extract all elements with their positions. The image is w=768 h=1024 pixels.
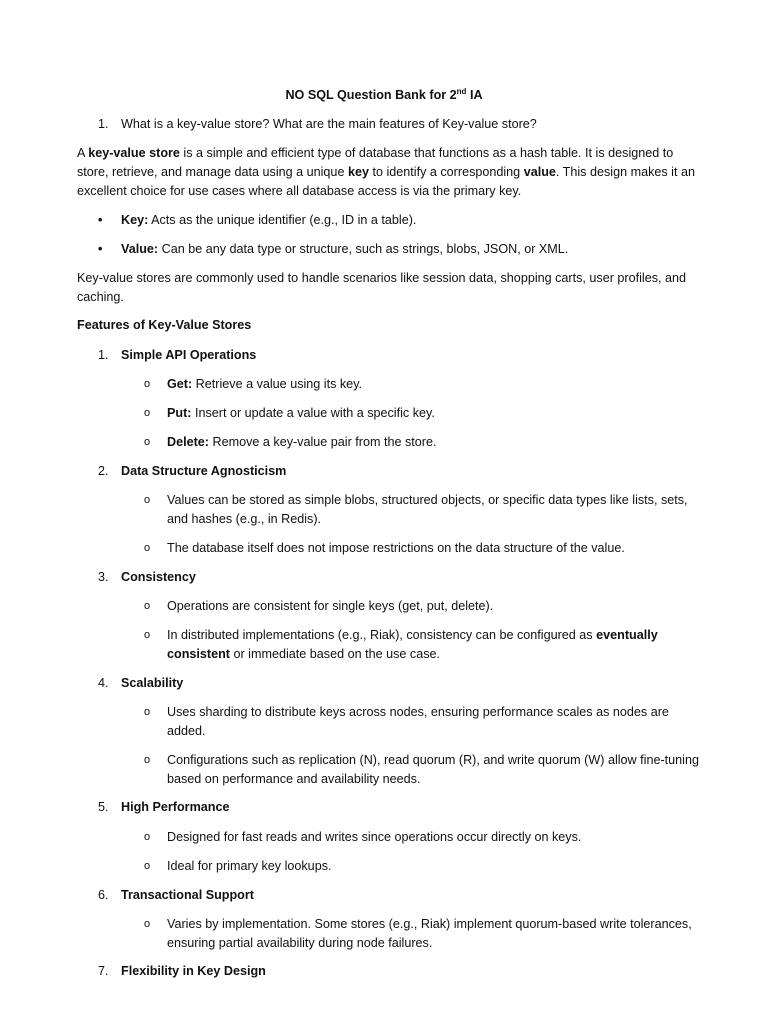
- feature-item: [144, 703, 704, 741]
- circle-bullet-icon: o: [144, 706, 151, 718]
- bullet-value: [98, 240, 568, 259]
- feature-title: Scalability: [121, 676, 184, 690]
- item-text: The database itself does not impose restrictions on the data structure of the value.: [167, 541, 625, 555]
- feature-item: [144, 375, 704, 394]
- question-1: [98, 115, 537, 134]
- feature-number: 3.: [98, 570, 109, 584]
- feature-heading: [98, 962, 266, 981]
- circle-bullet-icon: o: [144, 918, 151, 930]
- item-text: Uses sharding to distribute keys across nodes, ensuring performance scales as nodes are added.: [167, 705, 669, 738]
- item-text: In distributed implementations (e.g., Riak), consistency can be configured as: [167, 628, 597, 642]
- usage-paragraph: Key-value stores are commonly used to handle scenarios like session data, shopping carts, user profiles, and caching.: [77, 271, 687, 304]
- item-text: Ideal for primary key lookups.: [167, 859, 332, 873]
- feature-heading: [98, 674, 183, 693]
- circle-bullet-icon: o: [144, 436, 151, 448]
- feature-item: [144, 828, 704, 847]
- title-suffix: IA: [466, 88, 483, 102]
- bullet-label: Value:: [121, 242, 159, 256]
- feature-number: 6.: [98, 888, 109, 902]
- intro-bold-term: key-value store: [88, 146, 180, 160]
- item-text: Operations are consistent for single keys (get, put, delete).: [167, 599, 494, 613]
- intro-text: to identify a corresponding: [368, 164, 524, 179]
- feature-title: Simple API Operations: [121, 348, 257, 362]
- feature-item: [144, 857, 704, 876]
- feature-heading: [98, 462, 286, 481]
- feature-title: High Performance: [121, 800, 230, 814]
- circle-bullet-icon: o: [144, 407, 151, 419]
- circle-bullet-icon: o: [144, 378, 151, 390]
- bullet-text: Can be any data type or structure, such as strings, blobs, JSON, or XML.: [158, 242, 569, 256]
- item-text: Configurations such as replication (N), read quorum (R), and write quorum (W) allow fine-tuning based on performance and availability needs.: [167, 753, 699, 786]
- item-label: Delete:: [167, 435, 209, 449]
- circle-bullet-icon: o: [144, 754, 151, 766]
- bullet-text: Acts as the unique identifier (e.g., ID in a table).: [148, 213, 417, 227]
- intro-text: is a simple and efficient type of database that functions as a hash table. It is designed to store, retrieve, and manage data using a unique: [77, 146, 674, 179]
- page-title: [0, 86, 768, 105]
- circle-bullet-icon: o: [144, 629, 151, 641]
- feature-number: 5.: [98, 800, 109, 814]
- feature-number: 1.: [98, 348, 109, 362]
- feature-title: Transactional Support: [121, 888, 254, 902]
- question-number: 1.: [98, 117, 109, 131]
- bullet-key: [98, 211, 416, 230]
- item-text: Insert or update a value with a specific key.: [191, 406, 435, 420]
- feature-heading: [98, 798, 229, 817]
- item-text: Varies by implementation. Some stores (e.g., Riak) implement quorum-based write tolerances, ensuring partial availability during node failures.: [167, 917, 692, 950]
- feature-item: [144, 626, 704, 664]
- features-heading: Features of Key-Value Stores: [77, 318, 252, 332]
- item-text: Retrieve a value using its key.: [192, 377, 363, 391]
- item-text: Values can be stored as simple blobs, structured objects, or specific data types like lists, sets, and hashes (e.g., in Redis).: [167, 493, 688, 526]
- intro-text: A: [77, 146, 89, 160]
- feature-item: [144, 491, 704, 529]
- feature-item: [144, 404, 704, 423]
- item-text: Remove a key-value pair from the store.: [209, 435, 437, 449]
- circle-bullet-icon: o: [144, 600, 151, 612]
- title-superscript: nd: [456, 87, 467, 96]
- feature-title: Flexibility in Key Design: [121, 964, 266, 978]
- item-label: Get:: [167, 377, 193, 391]
- feature-item: [144, 915, 704, 953]
- question-text: What is a key-value store? What are the main features of Key-value store?: [121, 117, 537, 131]
- feature-number: 2.: [98, 464, 109, 478]
- feature-heading: [98, 346, 256, 365]
- feature-item: [144, 433, 704, 452]
- feature-title: Consistency: [121, 570, 196, 584]
- feature-heading: [98, 568, 196, 587]
- feature-item: [144, 751, 704, 789]
- circle-bullet-icon: o: [144, 860, 151, 872]
- circle-bullet-icon: o: [144, 831, 151, 843]
- bullet-icon: •: [98, 242, 103, 256]
- feature-title: Data Structure Agnosticism: [121, 464, 287, 478]
- intro-paragraph: [77, 144, 697, 200]
- item-bold-term: eventually consistent: [167, 628, 658, 661]
- intro-text: . This design makes it an excellent choice for use cases where all database access is via the primary key.: [77, 164, 695, 198]
- bullet-icon: •: [98, 213, 103, 227]
- circle-bullet-icon: o: [144, 542, 151, 554]
- circle-bullet-icon: o: [144, 494, 151, 506]
- intro-bold-term: key: [347, 164, 369, 179]
- intro-bold-term: value: [523, 164, 556, 179]
- feature-number: 4.: [98, 676, 109, 690]
- bullet-label: Key:: [121, 213, 149, 227]
- title-text: NO SQL Question Bank for 2: [285, 88, 457, 102]
- feature-item: [144, 597, 704, 616]
- feature-heading: [98, 886, 254, 905]
- feature-number: 7.: [98, 964, 109, 978]
- item-text: or immediate based on the use case.: [229, 646, 441, 661]
- item-label: Put:: [167, 406, 192, 420]
- feature-item: [144, 539, 704, 558]
- item-text: Designed for fast reads and writes since operations occur directly on keys.: [167, 830, 582, 844]
